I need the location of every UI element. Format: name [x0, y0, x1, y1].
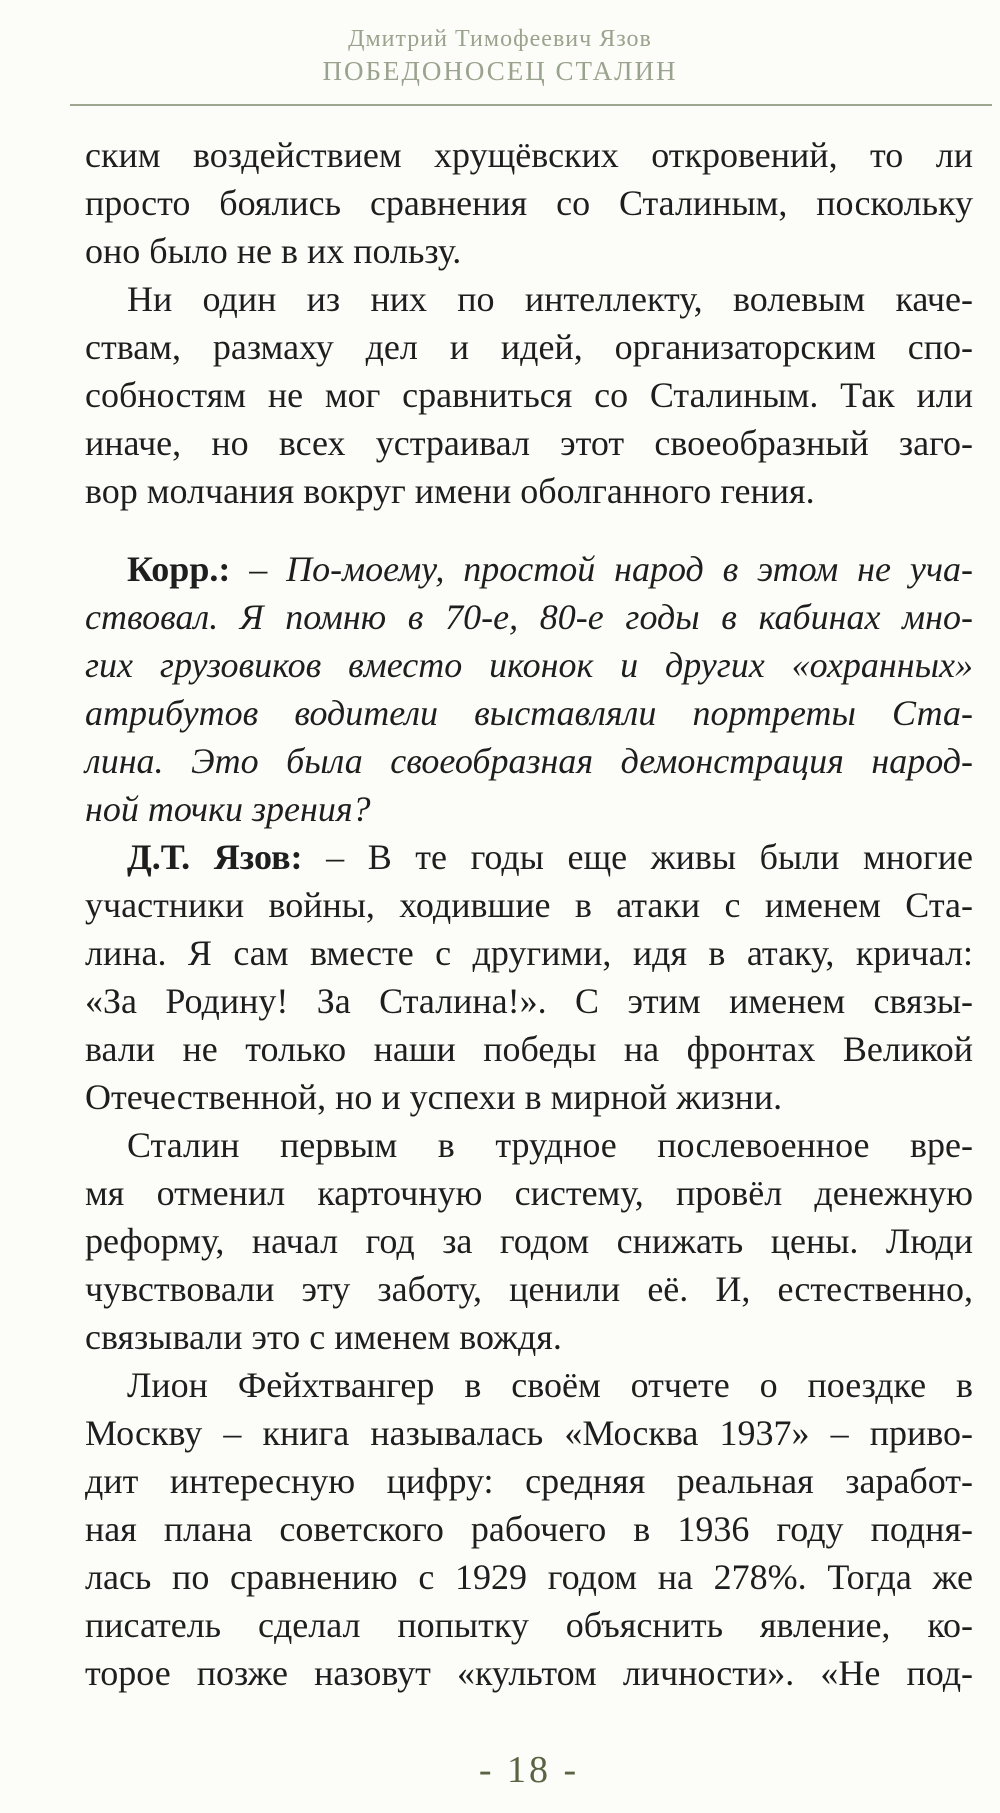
text-line	[85, 131, 973, 179]
text-line	[85, 545, 973, 593]
text-line	[85, 929, 973, 977]
paragraph	[85, 1121, 973, 1361]
text-segment: ствовал. Я помню в 70-е, 80-е годы в кабинах мно-	[85, 597, 973, 637]
text-line	[85, 1553, 973, 1601]
text-line	[85, 1409, 973, 1457]
text-segment: ной точки зрения?	[85, 789, 371, 829]
text-segment: чувствовали эту заботу, ценили её. И, естественно,	[85, 1269, 973, 1309]
running-header-title: ПОБЕДОНОСЕЦ СТАЛИН	[322, 56, 678, 86]
text-line	[85, 1025, 973, 1073]
text-line	[85, 1601, 973, 1649]
text-line	[85, 689, 973, 737]
text-line	[85, 1505, 973, 1553]
paragraph	[85, 275, 973, 515]
text-line	[85, 1121, 973, 1169]
text-line	[85, 881, 973, 929]
text-segment: Москву – книга называлась «Москва 1937» – приво-	[85, 1413, 973, 1453]
text-line	[85, 419, 973, 467]
text-segment: собностям не мог сравниться со Сталиным. Так или	[85, 375, 973, 415]
text-line	[85, 227, 973, 275]
text-segment: «За Родину! За Сталина!». С этим именем связы-	[85, 981, 973, 1021]
text-segment: Лион Фейхтвангер в своём отчете о поездке в	[127, 1365, 973, 1405]
text-line	[85, 593, 973, 641]
text-line	[85, 737, 973, 785]
text-segment: связывали это с именем вождя.	[85, 1317, 562, 1357]
text-segment: вали не только наши победы на фронтах Великой	[85, 1029, 973, 1069]
text-line	[85, 1169, 973, 1217]
text-segment: ским воздействием хрущёвских откровений, то ли	[85, 135, 973, 175]
text-segment: лась по сравнению с 1929 годом на 278%. Тогда же	[85, 1557, 973, 1597]
page-text	[85, 131, 973, 1697]
text-segment: Сталин первым в трудное послевоенное вре-	[127, 1125, 973, 1165]
running-header	[0, 24, 1000, 88]
text-line	[85, 371, 973, 419]
text-line	[85, 1265, 973, 1313]
text-line	[85, 1217, 973, 1265]
text-segment: писатель сделал попытку объяснить явление, ко-	[85, 1605, 973, 1645]
text-line	[85, 1313, 973, 1361]
text-segment: лина. Я сам вместе с другими, идя в атаку, кричал:	[85, 933, 973, 973]
paragraph	[85, 545, 973, 833]
text-segment: оно было не в их пользу.	[85, 231, 462, 271]
text-line	[85, 1649, 973, 1697]
text-line	[85, 977, 973, 1025]
text-line	[85, 1073, 973, 1121]
text-segment: торое позже назовут «культом личности». «Не под-	[85, 1653, 973, 1693]
text-segment: реформу, начал год за годом снижать цены. Люди	[85, 1221, 973, 1261]
page-number: - 18 -	[478, 1749, 580, 1791]
text-segment: Ни один из них по интеллекту, волевым каче-	[127, 279, 973, 319]
text-segment: иначе, но всех устраивал этот своеобразный заго-	[85, 423, 973, 463]
text-segment: атрибутов водители выставляли портреты Ста-	[85, 693, 973, 733]
text-line	[85, 467, 973, 515]
text-segment: ная плана советского рабочего в 1936 году подня-	[85, 1509, 973, 1549]
text-line	[85, 179, 973, 227]
text-line	[85, 323, 973, 371]
speaker-label: Д.Т. Язов:	[127, 837, 303, 877]
text-segment: мя отменил карточную систему, провёл денежную	[85, 1173, 973, 1213]
text-segment: просто боялись сравнения со Сталиным, поскольку	[85, 183, 973, 223]
text-segment: ствам, размаху дел и идей, организаторским спо-	[85, 327, 973, 367]
paragraph	[85, 833, 973, 1121]
text-segment: лина. Это была своеобразная демонстрация народ-	[85, 741, 973, 781]
text-line	[85, 785, 973, 833]
speaker-label: Корр.:	[127, 549, 231, 589]
text-segment: Отечественной, но и успехи в мирной жизни.	[85, 1077, 783, 1117]
text-segment: гих грузовиков вместо иконок и других «охранных»	[85, 645, 973, 685]
text-segment: – В те годы еще живы были многие	[302, 837, 973, 877]
text-line	[85, 1457, 973, 1505]
text-segment: участники войны, ходившие в атаки с именем Ста-	[85, 885, 973, 925]
text-line	[85, 833, 973, 881]
text-segment: дит интересную цифру: средняя реальная заработ-	[85, 1461, 973, 1501]
text-line	[85, 275, 973, 323]
paragraph	[85, 131, 973, 275]
text-segment: – По-моему, простой народ в этом не уча-	[230, 549, 973, 589]
text-line	[85, 641, 973, 689]
header-rule	[70, 104, 992, 106]
text-line	[85, 1361, 973, 1409]
running-header-author: Дмитрий Тимофеевич Язов	[348, 26, 652, 52]
text-segment: вор молчания вокруг имени оболганного гения.	[85, 471, 815, 511]
paragraph	[85, 1361, 973, 1697]
